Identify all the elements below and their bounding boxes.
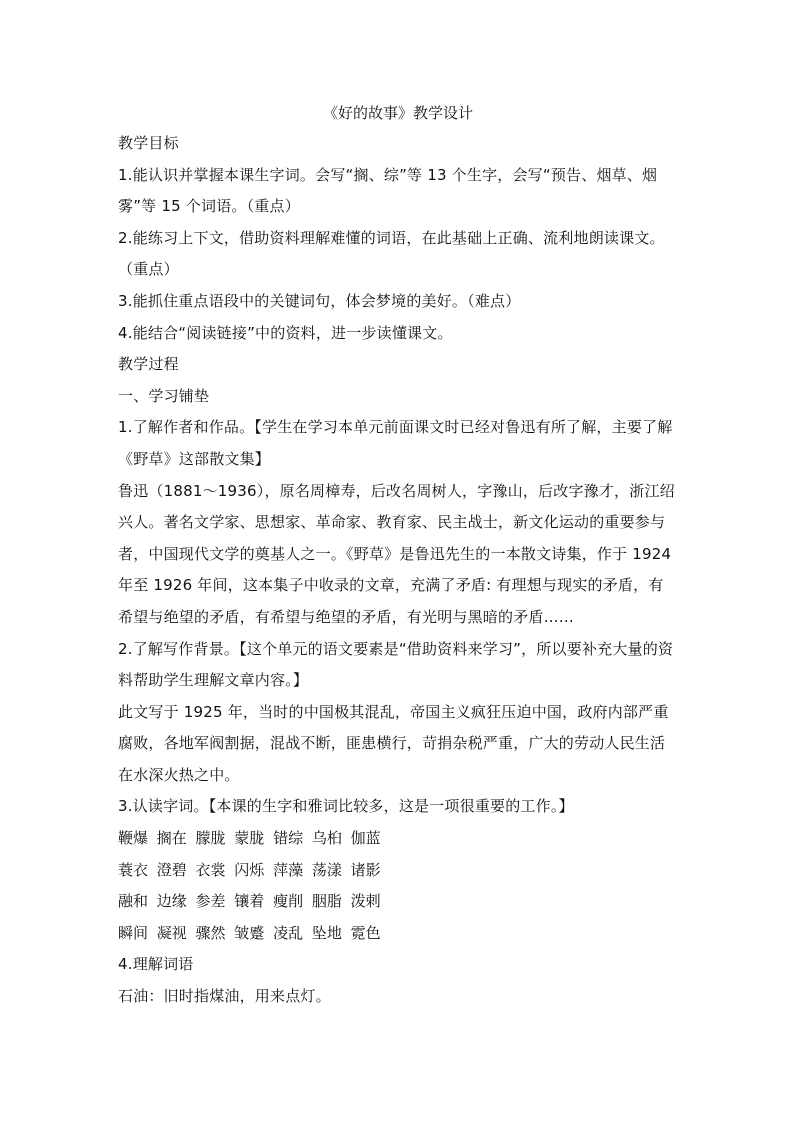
- step-3: 3.认读字词。【本课的生字和雅词比较多，这是一项很重要的工作。】: [118, 797, 574, 816]
- step-4: 4.理解词语: [118, 955, 194, 974]
- step-1: 1.了解作者和作品。【学生在学习本单元前面课文时已经对鲁迅有所了解，主要了解《野草》这部散文集】: [118, 418, 673, 468]
- vocab-row: 融和 边缘 参差 镶着 瘦削 胭脂 泼剌: [118, 892, 381, 911]
- process-heading: 教学过程: [118, 355, 179, 374]
- goal-2: 2.能练习上下文，借助资料理解难懂的词语，在此基础上正确、流利地朗读课文。（重点）: [118, 228, 665, 279]
- step-4-body: 石油：旧时指煤油，用来点灯。: [118, 987, 331, 1006]
- goal-1: 1.能认识并掌握本课生字词。会写“搁、综”等 13 个生字，会写“预告、烟草、烟雾”等 15 个词语。（重点）: [118, 165, 658, 216]
- step-1-body: 鲁迅（1881～1936），原名周樟寿，后改名周树人，字豫山，后改字豫才，浙江绍兴人。著名文学家、思想家、革命家、教育家、民主战士，新文化运动的重要参与者，中国现代文学的奠基人之一。《野草》是鲁迅先生的一本散文诗集，作于 1924 年至 1926 年间，这本集子中收录的文章，充满了矛盾: 有理想与现实的矛盾，有希望与绝望的矛盾，有希望与绝望的矛盾，有光明与黑暗的矛盾……: [118, 481, 675, 626]
- goal-3: 3.能抓住重点语段中的关键词句，体会梦境的美好。（难点）: [118, 291, 521, 310]
- part1-heading: 一、学习铺垫: [118, 386, 210, 405]
- vocab-row: 瞬间 凝视 骤然 皱蹙 凌乱 坠地 霓色: [118, 923, 381, 942]
- vocab-row: 鞭爆 搁在 朦胧 蒙胧 错综 乌桕 伽蓝: [118, 829, 381, 848]
- vocab-row: 蓑衣 澄碧 衣裳 闪烁 萍藻 荡漾 诸影: [118, 860, 381, 879]
- goal-4: 4.能结合“阅读链接”中的资料，进一步读懂课文。: [118, 323, 453, 342]
- step-2-body: 此文写于 1925 年，当时的中国极其混乱，帝国主义疯狂压迫中国，政府内部严重腐败，各地军阀割据，混战不断，匪患横行，苛捐杂税严重，广大的劳动人民生活在水深火热之中。: [118, 702, 669, 784]
- goals-heading: 教学目标: [118, 134, 179, 152]
- step-2: 2.了解写作背景。【这个单元的语文要素是“借助资料来学习”，所以要补充大量的资料帮助学生理解文章内容。】: [118, 639, 674, 690]
- page-title: 《好的故事》教学设计: [322, 104, 473, 122]
- document-page: [118, 98, 678, 1013]
